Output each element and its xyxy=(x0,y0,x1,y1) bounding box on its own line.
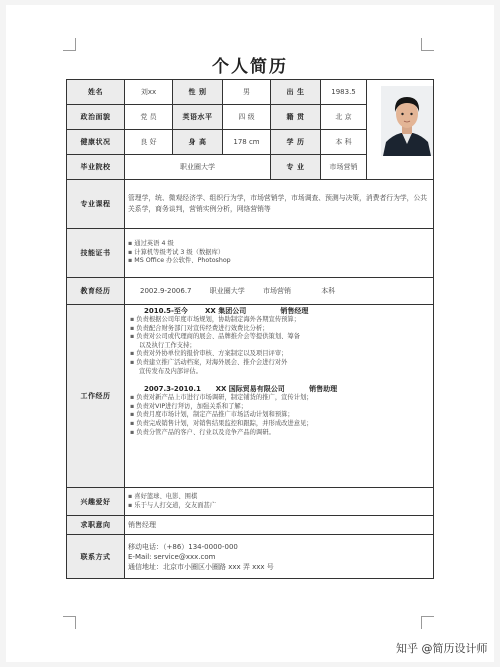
birth-label: 出 生 xyxy=(271,80,321,105)
politics-label: 政治面貌 xyxy=(67,105,125,130)
work-label: 工作经历 xyxy=(67,305,125,488)
bullet-icon: ▪ xyxy=(130,428,135,436)
degree-label: 学 历 xyxy=(271,130,321,155)
bullet-icon: ▪ xyxy=(128,492,133,500)
bullet-icon: ▪ xyxy=(130,358,135,366)
watermark-text: 知乎 @简历设计师 xyxy=(396,642,488,655)
list-item: ▪ 负责完成销售计划，对销售结果监控和跟踪，并形成改进意见； xyxy=(130,419,313,427)
health-label: 健康状况 xyxy=(67,130,125,155)
job-1-duties xyxy=(128,316,430,376)
bullet-icon: ▪ xyxy=(130,394,135,402)
list-item: ▪ 负责分管产品的客户、行业以及竞争产品的调研。 xyxy=(130,428,275,436)
hobbies-label: 兴趣爱好 xyxy=(67,488,125,516)
height-label: 身 高 xyxy=(173,130,223,155)
list-item: ▪ 负责对公司或代理商的展会、品牌推介会等提供策划、筹备 xyxy=(130,333,300,341)
list-item: ▪ 喜好篮球、电影、围棋 xyxy=(128,492,198,500)
degree-value: 本 科 xyxy=(321,130,367,155)
page-title: 个人简历 xyxy=(212,57,288,77)
bullet-icon: ▪ xyxy=(130,324,135,332)
contact-cell xyxy=(125,535,434,579)
list-item: ▪ 负责根据公司年度市场规划，协助制定海外各期宣传预算； xyxy=(130,316,300,323)
list-item: ▪ MS Office 办公软件、Photoshop xyxy=(128,257,231,265)
name-label: 姓名 xyxy=(67,80,125,105)
list-item: 宣传发布及内部评估。 xyxy=(139,367,202,375)
contact-phone: 移动电话：（+86）134-0000-000 xyxy=(128,542,238,551)
crop-mark-top-left xyxy=(63,38,76,51)
native-value: 北 京 xyxy=(321,105,367,130)
bullet-icon: ▪ xyxy=(128,240,133,248)
bullet-icon: ▪ xyxy=(130,419,135,427)
health-value: 良 好 xyxy=(125,130,173,155)
photo-cell xyxy=(367,80,434,180)
major-value: 市场营销 xyxy=(321,155,367,180)
contact-label: 联系方式 xyxy=(67,535,125,579)
gender-value: 男 xyxy=(223,80,271,105)
intention-label: 求职意向 xyxy=(67,516,125,535)
height-value: 178 cm xyxy=(223,130,271,155)
education-school: 职业圈大学 xyxy=(209,286,245,295)
certificates-cell xyxy=(125,229,434,278)
bullet-icon: ▪ xyxy=(130,316,135,323)
contact-email: E-Mail: service@xxx.com xyxy=(128,552,216,561)
contact-address: 通信地址：北京市小圈区小圈路 xxx 弄 xxx 号 xyxy=(128,562,274,571)
list-item: ▪ 负责对VIP进行拜访，加强关系和了解； xyxy=(130,402,247,410)
list-item: ▪ 负责对外协单位的报价审核、方案制定以及项目评审； xyxy=(130,350,288,358)
job-1 xyxy=(128,307,430,376)
education-cell xyxy=(125,278,434,305)
hobbies-cell xyxy=(125,488,434,516)
bullet-icon: ▪ xyxy=(130,402,135,410)
native-label: 籍 贯 xyxy=(271,105,321,130)
resume-table xyxy=(66,79,434,579)
crop-mark-bottom-right xyxy=(421,616,434,629)
name-value[interactable]: 刘xx xyxy=(125,80,173,105)
english-value: 四 级 xyxy=(223,105,271,130)
job-1-header: 2010.5-至今 XX 集团公司 销售经理 xyxy=(144,307,309,315)
list-item: ▪ 负责建立推广活动档案，对海外展会、推介会进行对外 xyxy=(130,358,288,366)
list-item: ▪ 负责配合财务部门对宣传经费进行效费比分析； xyxy=(130,324,269,332)
list-item: ▪ 负责对新产品上市进行市场调研，制定铺货的推广，宣传计划； xyxy=(130,394,313,402)
bullet-icon: ▪ xyxy=(128,248,133,256)
education-period: 2002.9-2006.7 xyxy=(140,286,192,295)
list-item: ▪ 通过英语 4 级 xyxy=(128,240,174,248)
bullet-icon: ▪ xyxy=(130,411,135,419)
job-2-duties xyxy=(128,394,430,437)
bullet-icon: ▪ xyxy=(128,257,133,265)
job-2 xyxy=(128,385,430,437)
list-item: ▪ 乐于与人打交道，交友面甚广 xyxy=(128,501,217,509)
crop-mark-top-right xyxy=(421,38,434,51)
bullet-icon: ▪ xyxy=(130,350,135,358)
school-value: 职业圈大学 xyxy=(125,155,271,180)
crop-mark-bottom-left xyxy=(63,616,76,629)
major-label: 专 业 xyxy=(271,155,321,180)
bullet-icon: ▪ xyxy=(128,501,133,509)
courses-text: 管理学，统、微观经济学、组织行为学，市场营销学，市场调查、预测与决策，消费者行为学，公共关系学，商务谈判，营销实例分析，网络营销等 xyxy=(125,180,434,229)
job-2-header: 2007.3-2010.1 XX 国际贸易有限公司 销售助理 xyxy=(144,385,338,394)
education-degree: 本科 xyxy=(321,286,336,295)
bullet-icon: ▪ xyxy=(130,333,135,341)
list-item: 以及执行工作支持； xyxy=(139,341,196,349)
list-item: ▪ 计算机等级考试 3 级（数据库） xyxy=(128,248,225,256)
certificates-list xyxy=(128,240,430,266)
politics-value: 党 员 xyxy=(125,105,173,130)
intention-value: 销售经理 xyxy=(125,516,434,535)
english-label: 英语水平 xyxy=(173,105,223,130)
profile-photo xyxy=(381,86,433,156)
school-label: 毕业院校 xyxy=(67,155,125,180)
hobbies-list xyxy=(128,493,430,510)
list-item: ▪ 负责月度市场计划，制定产品推广市场活动计划和预算； xyxy=(130,411,294,419)
portrait-illustration xyxy=(381,86,433,156)
education-label: 教育经历 xyxy=(67,278,125,305)
birth-value: 1983.5 xyxy=(321,80,367,105)
education-major: 市场营销 xyxy=(262,286,291,295)
courses-label: 专业课程 xyxy=(67,180,125,229)
gender-label: 性 别 xyxy=(173,80,223,105)
certificates-label: 技能证书 xyxy=(67,229,125,278)
work-cell xyxy=(125,305,434,488)
